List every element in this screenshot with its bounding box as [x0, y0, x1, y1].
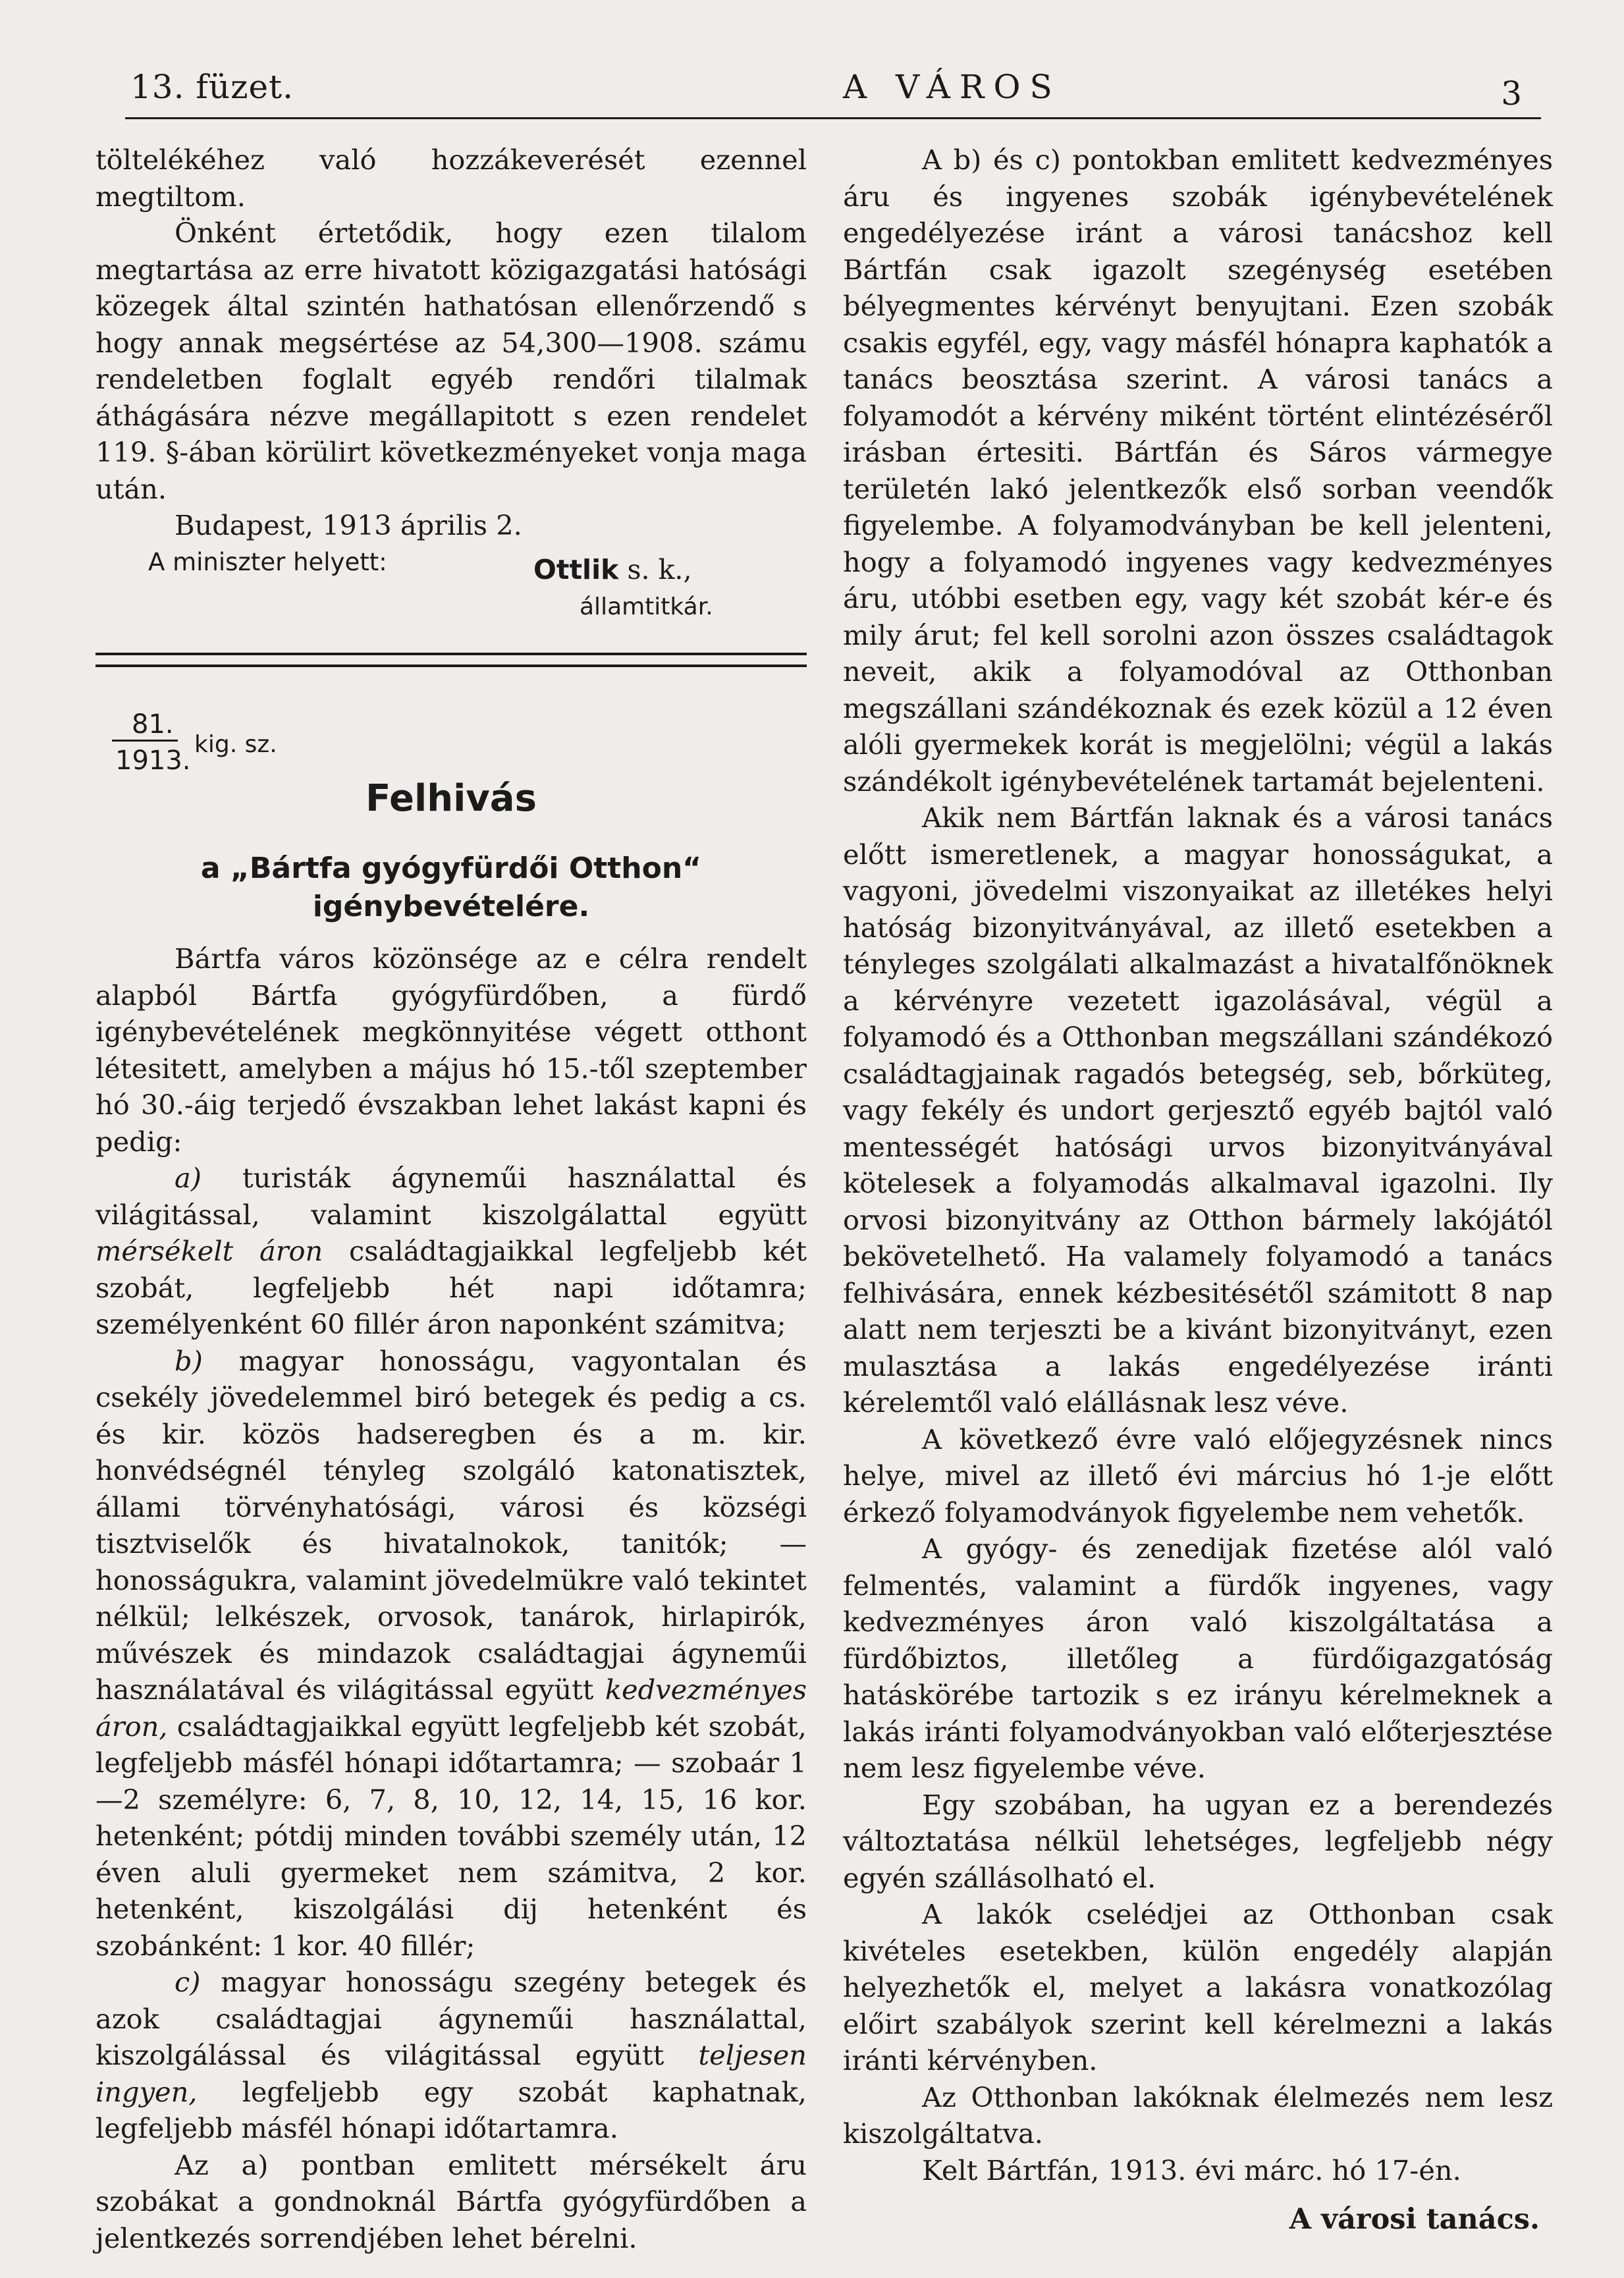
closing-signature: A városi tanács. — [1289, 2203, 1540, 2236]
ref-year: 1913. — [115, 745, 191, 776]
paragraph: A b) és c) pontokban emlitett kedvezményes áru és ingyenes szobák igénybevételének engedélyezése iránt a városi tanácshoz kell Bártfán csak igazolt szegénység esetében bélyegmentes kérvényt benyujtani. Ezen szobák csakis egyfél, egy, vagy másfél hónapra kaphatók a tanács beosztása szerint. A városi tanács a folyamodót a kérvény miként történt elintézéséről irásban értesiti. Bártfán és Sáros vármegye területén lakó jelentkezők első sorban veendők figyelembe. A folyamodványban be kell jelenteni, hogy a folyamodó ingyenes vagy kedvezményes áru, utóbbi esetben egy, vagy két szobát kér-e és mily árut; fel kell sorolni azon összes családtagok neveit, akik a folyamodóval az Otthonban megszállani szándékoznak és ezek közül a 12 éven alóli gyermekek korát is megjelölni; végül a lakás szándékolt igénybevételének tartamát bejelenteni. — [843, 144, 1553, 798]
issue-number: 13. füzet. — [130, 68, 294, 106]
list-item-c: c) magyar honosságu szegény betegek és azok családtagjai ágyneműi használattal, kiszolgálással és világitással együtt teljesen ingyen, legfeljebb egy szobát kaphatnak, legfeljebb másfél hónapi időtartamra. — [95, 1966, 807, 2144]
page-number: 3 — [1501, 74, 1523, 113]
section-divider — [95, 653, 807, 667]
signature-name — [533, 552, 692, 589]
right-column — [843, 142, 1553, 2238]
list-item-b: b) magyar honosságu, vagyontalan és csekély jövedelemmel biró betegek és pedig a cs. és kir. közös hadseregben és a m. kir. honvédségnél tényleg szolgáló katonatisztek, állami törvényhatósági, városi és községi tisztviselők és hivatalnokok, tanitók; — honosságukra, valamint jövedelmükre való tekintet nélkül; lelkészek, orvosok, tanárok, hirlapirók, művészek és mindazok családtagjai ágyneműi használatával és világitással együtt kedvezményes áron, családtagjaikkal együtt legfeljebb két szobát, legfeljebb másfél hónapi időtartamra; — szobaár 1—2 személyre: 6, 7, 8, 10, 12, 14, 15, 16 kor. hetenként; pótdij minden további személy után, 12 éven aluli gyermeket nem számitva, 2 kor. hetenként, kiszolgálási dij hetenként és szobánként: 1 kor. 40 fillér; — [95, 1344, 807, 1962]
signature-label: A miniszter helyett: — [148, 547, 387, 576]
paragraph: Egy szobában, ha ugyan ez a berendezés változtatása nélkül lehetséges, legfeljebb négy egyén szállásolható el. — [843, 1788, 1553, 1894]
publication-title: A VÁROS — [843, 68, 1062, 106]
left-column — [95, 142, 807, 2256]
paragraph: töltelékéhez való hozzákeverését ezennel megtiltom. — [95, 144, 807, 213]
page-header — [125, 63, 1534, 115]
date-line: Budapest, 1913 április 2. — [175, 509, 522, 541]
paragraph: A gyógy- és zenedijak fizetése alól való felmentés, valamint a fürdők ingyenes, vagy kedvezményes áron való kiszolgáltatása a fürdőbiztos, illetőleg a fürdőigazgatóság hatáskörébe tartozik s ez irányu kérelmeknek a lakás iránti folyamodványokban való előterjesztése nem lesz figyelembe véve. — [843, 1532, 1553, 1784]
signature-title: államtitkár. — [580, 593, 713, 620]
list-item-a: a) turisták ágyneműi használattal és világitással, valamint kiszolgálattal együtt mérsékelt áron családtagjaikkal legfeljebb két szobát, legfeljebb hét napi időtamra; személyenként 60 fillér áron naponként számitva; — [95, 1162, 807, 1340]
paragraph: Bártfa város közönsége az e célra rendelt alapból Bártfa gyógyfürdőben, a fürdő igénybevételének megkönnyitése végett otthont létesitett, amelyben a május hó 15.-től szeptember hó 30.-áig terjedő évszakban lehet lakást kapni és pedig: — [95, 942, 807, 1158]
notice-title: Felhivás — [365, 776, 537, 820]
signer-sk: s. k., — [627, 553, 692, 585]
paragraph: A következő évre való előjegyzésnek nincs helye, mivel az illető évi március hó 1-je előtt érkező folyamodványok figyelembe nem vehetők. — [843, 1423, 1553, 1529]
header-rule — [125, 117, 1541, 119]
paragraph: A lakók cselédjei az Otthonban csak kivételes esetekben, külön engedély alapján helyezhetők el, melyet a lakásra vonatkozólag előirt szabályok szerint kell kérelmezni a lakás iránti kérvényben. — [843, 1898, 1553, 2076]
ref-num: 81. — [132, 709, 174, 740]
paragraph: Az Otthonban lakóknak élelmezés nem lesz kiszolgáltatva. — [843, 2080, 1553, 2150]
paragraph: Akik nem Bártfán laknak és a városi tanács előtt ismeretlenek, a magyar honosságukat, a vagyoni, jövedelmi viszonyaikat az illetékes helyi hatóság bizonyitványával, az illető esetekben a tényleges szolgálati alkalmazást a hivatalfőnöknek a kérvényre vezetett igazolásával, végül a folyamodó és a Otthonban megszállani szándékozó családtagjainak ragadós betegség, seb, bőrküteg, vagy fekély és undort gerjesztő egyéb bajtól való mentességét hatósági urvos bizonyitványával kötelesek a folyamodás alkalmaval igazolni. Ily orvosi bizonyitvány az Otthon bármely lakójától bekövetelhető. Ha valamely folyamodó a tanács felhivására, ennek kézbesitésétől számitott 8 nap alatt nem terjeszti be a kivánt bizonyitványt, ezen mulasztása a lakás engedélyezése iránti kérelemtől való elállásnak lesz véve. — [843, 801, 1553, 1419]
paragraph: Az a) pontban emlitett mérsékelt áru szobákat a gondnoknál Bártfa gyógyfürdőben a jelentkezés sorrendjében lehet bérelni. — [95, 2148, 807, 2254]
ref-suffix: kig. sz. — [194, 730, 277, 758]
signature-block — [95, 544, 807, 623]
notice-subtitle: a „Bártfa gyógyfürdői Otthon“ igénybevételére. — [200, 852, 702, 923]
reference-number — [95, 707, 807, 805]
paragraph: Önként értetődik, hogy ezen tilalom megtartása az erre hivatott közigazgatási hatósági közegek által szintén hathatósan ellenőrzendő s hogy annak megsértése az 54,300—1908. számu rendeletben foglalt egyéb rendőri tilalmak áthágására nézve megállapitott s ezen rendelet 119. §-ában körülirt következményeket vonja maga után. — [95, 217, 807, 505]
date-line: Kelt Bártfán, 1913. évi márc. hó 17-én. — [922, 2154, 1461, 2186]
signer-name: Ottlik — [533, 553, 619, 585]
ref-fraction-line — [112, 740, 178, 742]
